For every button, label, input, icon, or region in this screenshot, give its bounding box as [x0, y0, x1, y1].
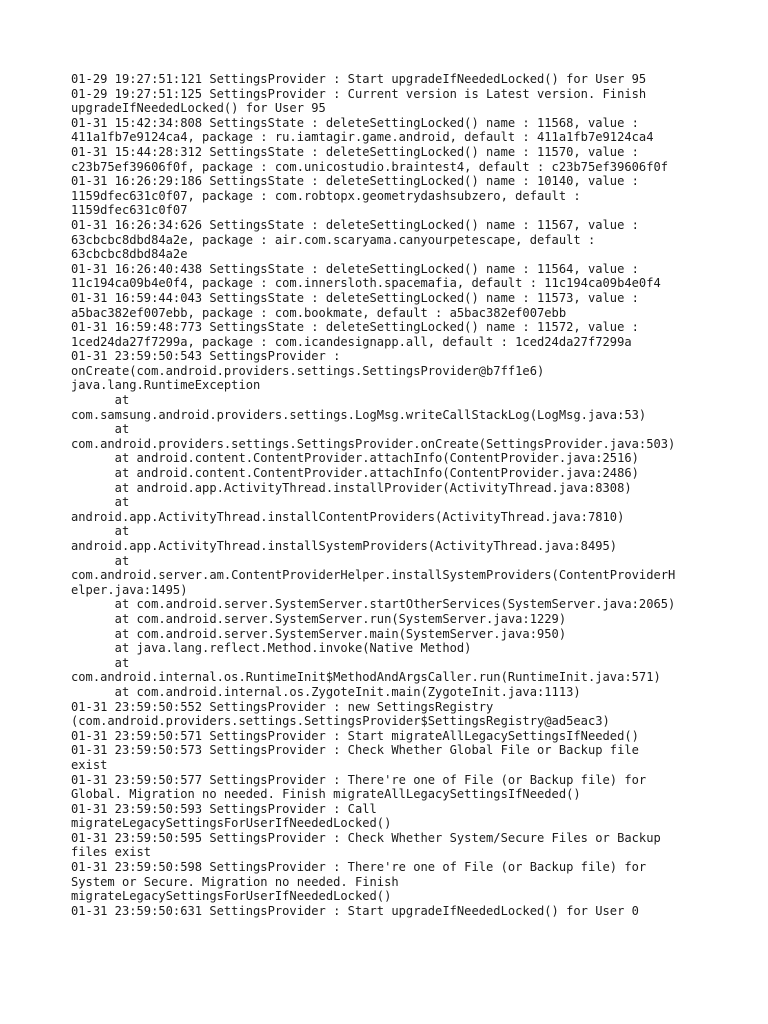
- log-line: at android.content.ContentProvider.attachInfo(ContentProvider.java:2486): [71, 466, 639, 481]
- log-line: 01-31 23:59:50:543 SettingsProvider :: [71, 349, 341, 364]
- log-line: at: [71, 655, 130, 670]
- log-line: at com.android.server.SystemServer.startOtherServices(SystemServer.java:2065): [71, 597, 676, 612]
- log-text-block: [71, 72, 711, 918]
- log-line: at com.android.server.SystemServer.main(SystemServer.java:950): [71, 626, 567, 641]
- log-line: 11c194ca09b4e0f4, package : com.innersloth.spacemafia, default : 11c194ca09b4e0f4: [71, 276, 661, 291]
- log-line: a5bac382ef007ebb, package : com.bookmate, default : a5bac382ef007ebb: [71, 305, 567, 320]
- log-line: System or Secure. Migration no needed. Finish: [71, 874, 399, 889]
- log-line: at: [71, 524, 130, 539]
- log-line: at: [71, 393, 130, 408]
- log-line: 01-31 23:59:50:577 SettingsProvider : There're one of File (or Backup file) for: [71, 772, 647, 787]
- log-line: 01-31 15:44:28:312 SettingsState : deleteSettingLocked() name : 11570, value :: [71, 144, 639, 159]
- log-line: 01-31 23:59:50:571 SettingsProvider : Start migrateAllLegacySettingsIfNeeded(): [71, 728, 639, 743]
- log-line: at: [71, 553, 130, 568]
- log-line: 63cbcbc8dbd84a2e, package : air.com.scaryama.canyourpetescape, default :: [71, 232, 596, 247]
- log-line: com.samsung.android.providers.settings.LogMsg.writeCallStackLog(LogMsg.java:53): [71, 407, 647, 422]
- log-line: at: [71, 495, 130, 510]
- log-line: 01-31 16:59:48:773 SettingsState : deleteSettingLocked() name : 11572, value :: [71, 320, 639, 335]
- log-line: migrateLegacySettingsForUserIfNeededLocked(): [71, 889, 392, 904]
- log-line: exist: [71, 757, 108, 772]
- log-line: 01-31 15:42:34:808 SettingsState : deleteSettingLocked() name : 11568, value :: [71, 115, 639, 130]
- log-line: at java.lang.reflect.Method.invoke(Native Method): [71, 641, 472, 656]
- log-line: 01-31 16:26:34:626 SettingsState : deleteSettingLocked() name : 11567, value :: [71, 217, 639, 232]
- log-line: at com.android.internal.os.ZygoteInit.main(ZygoteInit.java:1113): [71, 684, 581, 699]
- log-line: 01-31 23:59:50:598 SettingsProvider : There're one of File (or Backup file) for: [71, 860, 647, 875]
- log-line: 01-31 16:59:44:043 SettingsState : deleteSettingLocked() name : 11573, value :: [71, 290, 639, 305]
- log-line: (com.android.providers.settings.SettingsProvider$SettingsRegistry@ad5eac3): [71, 714, 610, 729]
- log-line: c23b75ef39606f0f, package : com.unicostudio.braintest4, default : c23b75ef39606f0f: [71, 159, 669, 174]
- log-line: java.lang.RuntimeException: [71, 378, 261, 393]
- log-line: 01-31 23:59:50:573 SettingsProvider : Check Whether Global File or Backup file: [71, 743, 639, 758]
- log-line: android.app.ActivityThread.installContentProviders(ActivityThread.java:7810): [71, 509, 625, 524]
- log-line: 01-31 23:59:50:552 SettingsProvider : new SettingsRegistry: [71, 699, 494, 714]
- log-line: com.android.internal.os.RuntimeInit$MethodAndArgsCaller.run(RuntimeInit.java:571): [71, 670, 661, 685]
- log-line: 01-31 23:59:50:593 SettingsProvider : Call: [71, 801, 377, 816]
- log-line: 01-31 23:59:50:595 SettingsProvider : Check Whether System/Secure Files or Backup: [71, 830, 661, 845]
- log-line: at: [71, 422, 130, 437]
- log-line: onCreate(com.android.providers.settings.SettingsProvider@b7ff1e6): [71, 363, 545, 378]
- log-line: files exist: [71, 845, 152, 860]
- log-line: 1ced24da27f7299a, package : com.icandesignapp.all, default : 1ced24da27f7299a: [71, 334, 632, 349]
- log-line: android.app.ActivityThread.installSystemProviders(ActivityThread.java:8495): [71, 539, 618, 553]
- log-line: 01-31 16:26:29:186 SettingsState : deleteSettingLocked() name : 10140, value :: [71, 174, 639, 189]
- log-line: 1159dfec631c0f07: [71, 203, 188, 218]
- log-line: migrateLegacySettingsForUserIfNeededLocked(): [71, 816, 392, 831]
- log-line: at com.android.server.SystemServer.run(SystemServer.java:1229): [71, 611, 567, 626]
- log-line: elper.java:1495): [71, 582, 188, 597]
- log-line: 01-31 23:59:50:631 SettingsProvider : Start upgradeIfNeededLocked() for User 0: [71, 903, 639, 918]
- log-line: upgradeIfNeededLocked() for User 95: [71, 101, 326, 116]
- log-line: 1159dfec631c0f07, package : com.robtopx.geometrydashsubzero, default :: [71, 188, 581, 203]
- log-line: 01-29 19:27:51:121 SettingsProvider : Start upgradeIfNeededLocked() for User 95: [71, 72, 647, 86]
- log-line: 411a1fb7e9124ca4, package : ru.iamtagir.game.android, default : 411a1fb7e9124ca4: [71, 130, 654, 145]
- log-line: com.android.server.am.ContentProviderHelper.installSystemProviders(ContentProviderH: [71, 568, 676, 583]
- log-line: 63cbcbc8dbd84a2e: [71, 247, 188, 262]
- log-line: 01-29 19:27:51:125 SettingsProvider : Current version is Latest version. Finish: [71, 86, 647, 101]
- log-line: at android.app.ActivityThread.installProvider(ActivityThread.java:8308): [71, 480, 632, 495]
- log-line: com.android.providers.settings.SettingsProvider.onCreate(SettingsProvider.java:503): [71, 436, 676, 451]
- log-line: 01-31 16:26:40:438 SettingsState : deleteSettingLocked() name : 11564, value :: [71, 261, 639, 276]
- log-line: at android.content.ContentProvider.attachInfo(ContentProvider.java:2516): [71, 451, 639, 466]
- log-line: Global. Migration no needed. Finish migrateAllLegacySettingsIfNeeded(): [71, 787, 581, 802]
